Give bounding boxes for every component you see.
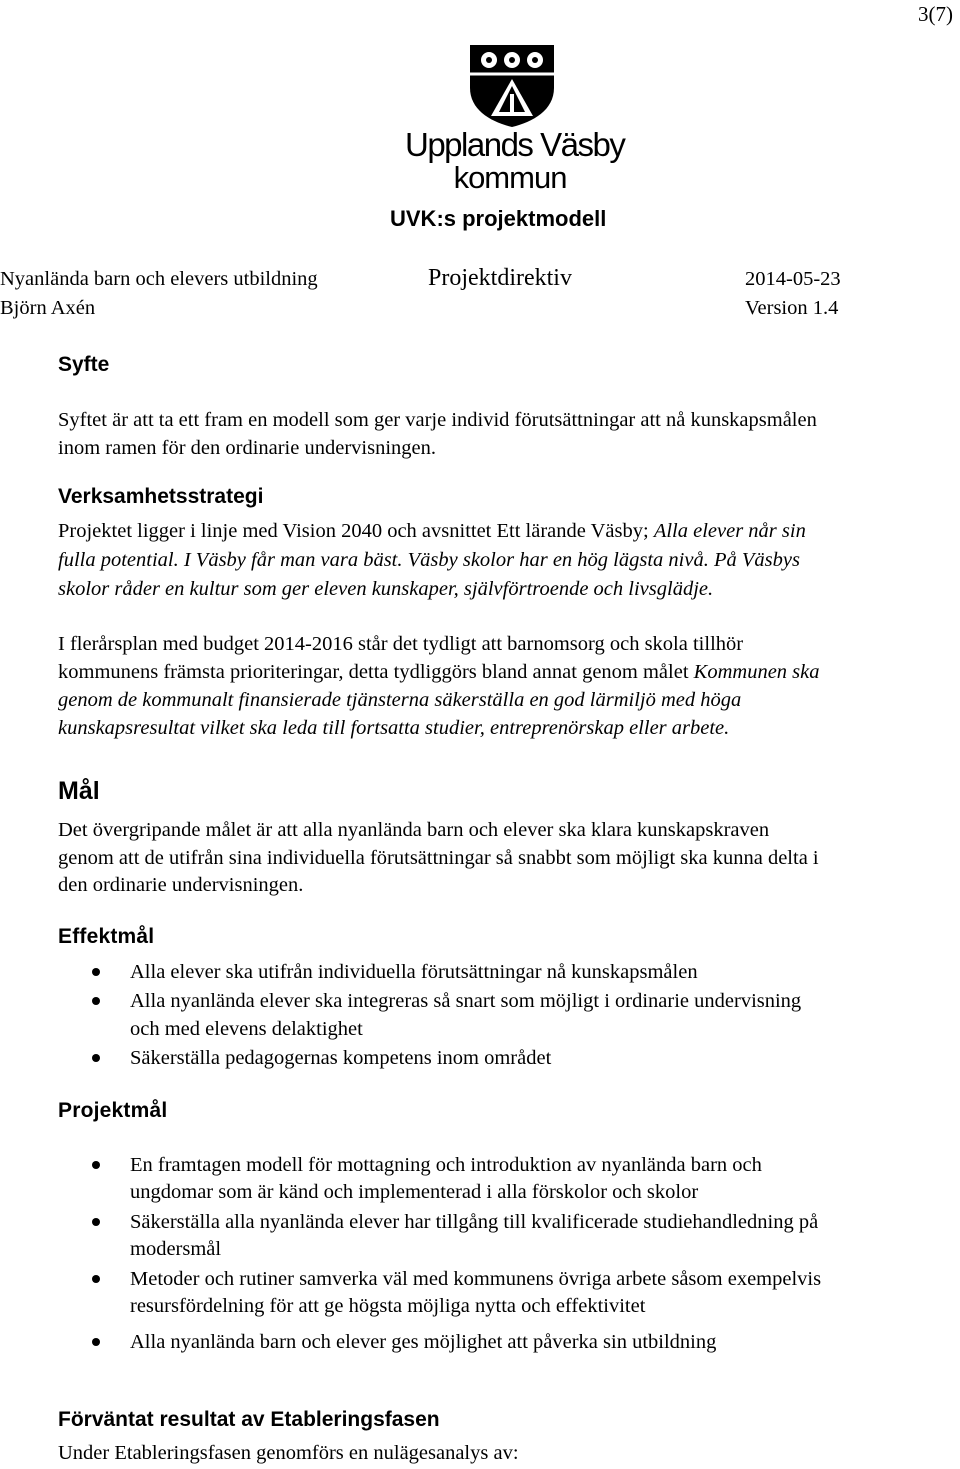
mal-text-line: den ordinarie undervisningen.	[58, 874, 304, 896]
logo-name: Upplands Väsby	[405, 126, 625, 163]
strategi-text-normal: Projektet ligger i linje med Vision 2040 och avsnittet Ett lärande Väsby;	[58, 520, 654, 542]
list-item: Metoder och rutiner samverka väl med kommunens övriga arbete såsom exempelvis	[130, 1268, 822, 1290]
bullet-icon	[92, 1161, 100, 1169]
strategi-text-italic: Alla elever når sin	[653, 520, 806, 542]
list-item: Säkerställa pedagogernas kompetens inom området	[130, 1047, 552, 1069]
document-title: UVK:s projektmodell	[390, 206, 607, 231]
bullet-icon	[92, 968, 100, 976]
plan-text-line	[58, 660, 820, 684]
syfte-text-line: Syftet är att ta ett fram en modell som ger varje individ förutsättningar att nå kunskapsmålen	[58, 409, 817, 431]
bullet-icon	[92, 1054, 100, 1062]
list-item: Alla nyanlända elever ska integreras så snart som möjligt i ordinarie undervisning	[130, 990, 802, 1012]
heading-verksamhetsstrategi: Verksamhetsstrategi	[58, 485, 264, 508]
strategi-text-line: fulla potential. I Väsby får man vara bäst. Väsby skolor har en hög lägsta nivå. På Väsbys	[58, 549, 800, 571]
document-date: 2014-05-23	[745, 268, 841, 290]
heading-effektmal: Effektmål	[58, 925, 155, 948]
list-item-continuation: modersmål	[130, 1238, 222, 1260]
list-item-continuation: ungdomar som är känd och implementerad i alla förskolor och skolor	[130, 1181, 699, 1203]
document-version: Version 1.4	[745, 297, 839, 319]
plan-text-normal: kommunens främsta prioriteringar, detta tydliggörs bland annat genom målet	[58, 661, 694, 683]
document-type: Projektdirektiv	[428, 265, 572, 291]
heading-forvantat-resultat: Förväntat resultat av Etableringsfasen	[58, 1408, 440, 1431]
list-item-continuation: resursfördelning för att ge högsta möjliga nytta och effektivitet	[130, 1295, 646, 1317]
heading-syfte: Syfte	[58, 353, 110, 376]
page-number: 3(7)	[918, 2, 953, 26]
plan-text-italic: Kommunen ska	[693, 661, 820, 683]
strategi-text-line	[58, 519, 806, 543]
bullet-icon	[92, 1338, 100, 1346]
list-item: Alla elever ska utifrån individuella förutsättningar nå kunskapsmålen	[130, 961, 698, 983]
plan-text-line: I flerårsplan med budget 2014-2016 står det tydligt att barnomsorg och skola tillhör	[58, 633, 744, 655]
plan-text-line: kunskapsresultat vilket ska leda till fortsatta studier, entreprenörskap eller arbete.	[58, 717, 730, 739]
heading-projektmal: Projektmål	[58, 1099, 168, 1122]
bullet-icon	[92, 1218, 100, 1226]
list-item: Säkerställa alla nyanlända elever har tillgång till kvalificerade studiehandledning på	[130, 1211, 819, 1233]
municipality-logo	[405, 40, 625, 195]
bullet-icon	[92, 997, 100, 1005]
project-name: Nyanlända barn och elevers utbildning	[0, 268, 318, 290]
mal-text-line: Det övergripande målet är att alla nyanlända barn och elever ska klara kunskapskraven	[58, 819, 770, 841]
coat-of-arms-icon	[467, 42, 557, 128]
list-item-continuation: och med elevens delaktighet	[130, 1018, 363, 1040]
plan-text-line: genom de kommunalt finansierade tjänsterna säkerställa en god lärmiljö med höga	[58, 689, 742, 711]
heading-mal: Mål	[58, 777, 100, 805]
strategi-text-line: skolor råder en kultur som ger eleven kunskaper, självförtroende och livsglädje.	[58, 578, 714, 600]
author-name: Björn Axén	[0, 297, 96, 319]
logo-subtitle: kommun	[453, 160, 567, 195]
syfte-text-line: inom ramen för den ordinarie undervisningen.	[58, 437, 436, 459]
resultat-text-line: Under Etableringsfasen genomförs en nulägesanalys av:	[58, 1442, 519, 1464]
list-item: En framtagen modell för mottagning och introduktion av nyanlända barn och	[130, 1154, 762, 1176]
bullet-icon	[92, 1275, 100, 1283]
list-item: Alla nyanlända barn och elever ges möjlighet att påverka sin utbildning	[130, 1331, 717, 1353]
mal-text-line: genom att de utifrån sina individuella förutsättningar så snabbt som möjligt ska kunna delta i	[58, 847, 819, 869]
